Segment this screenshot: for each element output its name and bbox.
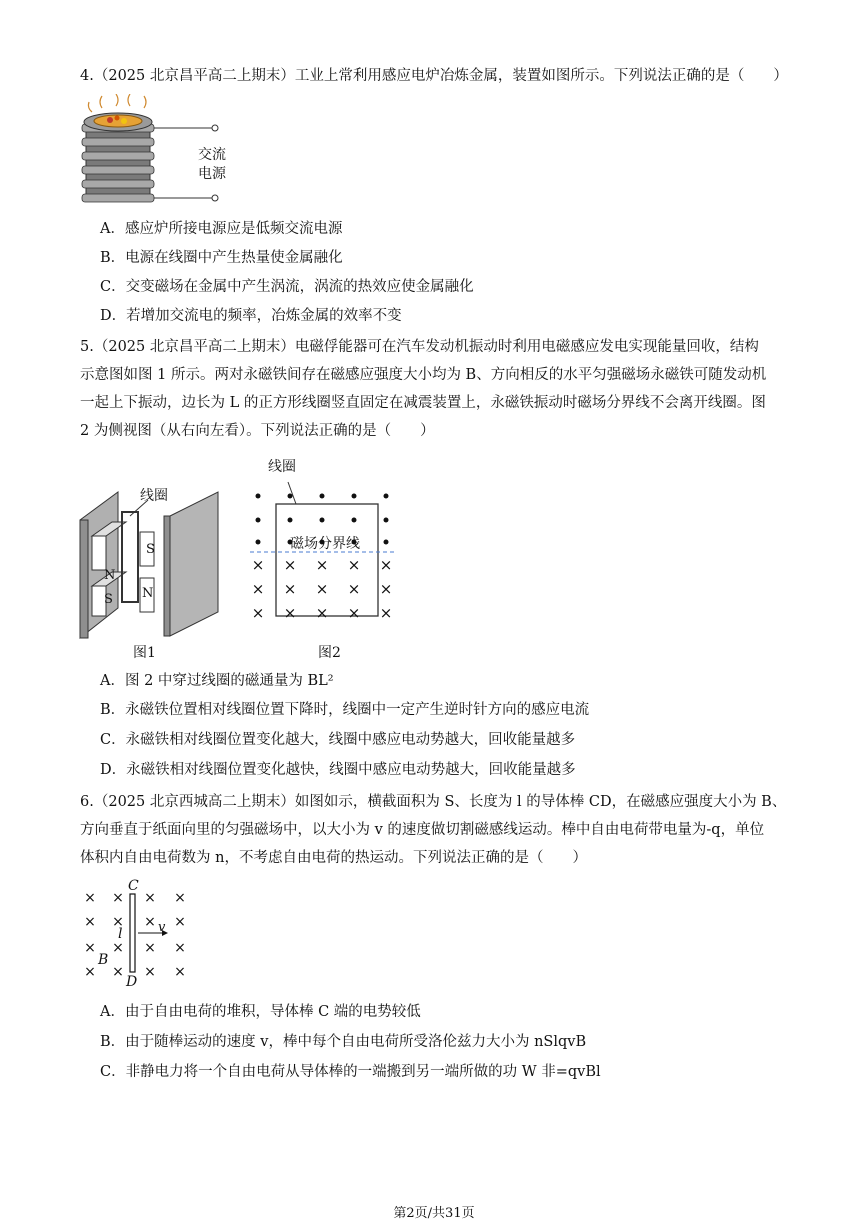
q5-fig1-coil-label: 线圈 [140,488,168,504]
svg-text:×: × [174,890,186,906]
q5-stem-line-2: 示意图如图 1 所示。两对永磁铁间存在磁感应强度大小均为 B、方向相反的水平匀强磁场永磁铁可随发动机 [80,367,767,383]
svg-text:×: × [174,914,186,930]
q6-label-b: B [98,952,109,968]
q4-power-label-1: 交流 [198,147,226,163]
svg-text:×: × [144,890,156,906]
q5-fig2-boundary-label: 磁场分界线 [290,536,360,552]
q6-stem-line-3: 体积内自由电荷数为 n，不考虑自由电荷的热运动。下列说法正确的是（ ） [80,850,587,866]
svg-text:×: × [251,580,265,598]
q5-fig1-magnet-s-left: S [104,592,113,607]
q6-stem-line-2: 方向垂直于纸面向里的匀强磁场中，以大小为 v 的速度做切割磁感线运动。棒中自由电荷带电量为-q，单位 [80,822,765,838]
svg-text:×: × [84,890,96,906]
q4-option-b: B．电源在线圈中产生热量使金属融化 [100,250,343,266]
svg-text:×: × [144,964,156,980]
svg-text:×: × [84,940,96,956]
q6-label-l: l [118,926,123,942]
q6-conductor-rod-figure [80,880,200,988]
svg-text:×: × [283,580,297,598]
svg-text:×: × [315,580,329,598]
q5-fig1-caption: 图1 [133,645,156,661]
q6-label-v: v [158,920,166,935]
svg-text:×: × [379,556,393,574]
svg-text:×: × [315,556,329,574]
svg-text:×: × [84,914,96,930]
svg-text:×: × [112,964,124,980]
svg-text:×: × [347,604,361,622]
q6-option-b: B．由于随棒运动的速度 v，棒中每个自由电荷所受洛伦兹力大小为 nSlqvB [100,1034,587,1050]
q5-stem-line-4: 2 为侧视图（从右向左看）。下列说法正确的是（ ） [80,423,435,439]
q5-fig1-magnet-n-right: N [142,586,154,601]
svg-text:×: × [283,604,297,622]
q6-label-d: D [126,974,138,990]
q5-option-d: D．永磁铁相对线圈位置变化越快，线圈中感应电动势越大，回收能量越多 [100,762,576,778]
q4-option-d: D．若增加交流电的频率，冶炼金属的效率不变 [100,308,402,324]
page-footer: 第2页/共31页 [393,1206,475,1221]
q6-option-c: C．非静电力将一个自由电荷从导体棒的一端搬到另一端所做的功 W 非=qvBl [100,1064,601,1080]
svg-text:×: × [84,964,96,980]
q4-option-a: A．感应炉所接电源应是低频交流电源 [100,221,343,237]
q5-fig2-caption: 图2 [318,645,341,661]
svg-text:×: × [112,940,124,956]
svg-text:×: × [144,940,156,956]
q5-option-c: C．永磁铁相对线圈位置变化越大，线圈中感应电动势越大，回收能量越多 [100,732,576,748]
svg-text:×: × [315,604,329,622]
q5-option-b: B．永磁铁位置相对线圈位置下降时，线圈中一定产生逆时针方向的感应电流 [100,702,590,718]
svg-text:×: × [174,940,186,956]
svg-text:×: × [174,964,186,980]
svg-text:×: × [283,556,297,574]
q6-option-a: A．由于自由电荷的堆积，导体棒 C 端的电势较低 [100,1004,421,1020]
svg-text:×: × [144,914,156,930]
svg-text:×: × [379,580,393,598]
svg-text:×: × [112,914,124,930]
q5-fig2-coil-label: 线圈 [268,459,296,475]
q6-label-c: C [128,878,139,894]
svg-text:×: × [251,604,265,622]
svg-text:×: × [112,890,124,906]
svg-text:×: × [347,580,361,598]
svg-text:×: × [251,556,265,574]
q5-stem-line-3: 一起上下振动，边长为 L 的正方形线圈竖直固定在减震装置上，永磁铁振动时磁场分界线不会离开线圈。图 [80,395,766,411]
svg-text:×: × [379,604,393,622]
q4-power-label-2: 电源 [198,166,226,182]
q5-stem-line-1: 5.（2025 北京昌平高二上期末）电磁俘能器可在汽车发动机振动时利用电磁感应发电实现能量回收，结构 [80,339,759,355]
q5-fig1-magnet-n-left: N [104,568,116,583]
q4-stem: 4.（2025 北京昌平高二上期末）工业上常利用感应电炉冶炼金属，装置如图所示。下列说法正确的是（ ） [80,68,788,84]
q4-option-c: C．交变磁场在金属中产生涡流，涡流的热效应使金属融化 [100,279,474,295]
q5-option-a: A．图 2 中穿过线圈的磁通量为 BL² [100,673,334,689]
q5-fig1-magnet-s-right: S [146,542,155,557]
q6-stem-line-1: 6.（2025 北京西城高二上期末）如图如示，横截面积为 S、长度为 l 的导体棒 CD，在磁感应强度大小为 B、 [80,794,787,810]
svg-text:×: × [347,556,361,574]
